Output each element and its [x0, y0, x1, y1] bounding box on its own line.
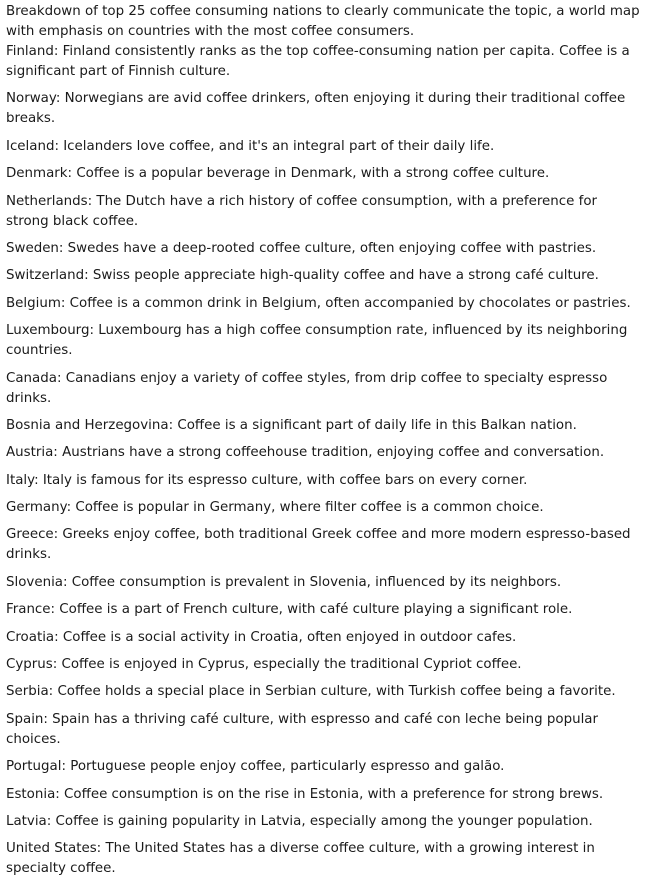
list-item-united-states: United States: The United States has a diverse coffee culture, with a growing interest in specialty coffee. — [6, 841, 595, 877]
list-item-switzerland: Switzerland: Swiss people appreciate high-quality coffee and have a strong café culture. — [6, 268, 599, 284]
list-item-greece: Greece: Greeks enjoy coffee, both traditional Greek coffee and more modern espresso-based drinks. — [6, 527, 631, 563]
list-item-luxembourg: Luxembourg: Luxembourg has a high coffee consumption rate, influenced by its neighboring countries. — [6, 323, 628, 359]
list-item-slovenia: Slovenia: Coffee consumption is prevalent in Slovenia, influenced by its neighbors. — [6, 574, 562, 590]
list-item-portugal: Portugal: Portuguese people enjoy coffee, particularly espresso and galão. — [6, 759, 505, 775]
list-item-italy: Italy: Italy is famous for its espresso culture, with coffee bars on every corner. — [6, 472, 528, 488]
list-item-finland: Finland: Finland consistently ranks as the top coffee-consuming nation per capita. Coffee is a significant part of Finnish culture. — [6, 44, 630, 79]
list-item-canada: Canada: Canadians enjoy a variety of coffee styles, from drip coffee to specialty espresso drinks. — [6, 370, 608, 406]
list-item-iceland: Iceland: Icelanders love coffee, and it's an integral part of their daily life. — [6, 138, 495, 154]
list-item-france: France: Coffee is a part of French culture, with café culture playing a significant role. — [6, 602, 573, 618]
list-item-denmark: Denmark: Coffee is a popular beverage in Denmark, with a strong coffee culture. — [6, 166, 550, 182]
list-item-serbia: Serbia: Coffee holds a special place in Serbian culture, with Turkish coffee being a favorite. — [6, 684, 616, 700]
list-item-netherlands: Netherlands: The Dutch have a rich history of coffee consumption, with a preference for strong black coffee. — [6, 193, 598, 229]
list-item-cyprus: Cyprus: Coffee is enjoyed in Cyprus, especially the traditional Cypriot coffee. — [6, 657, 522, 673]
list-item-sweden: Sweden: Swedes have a deep-rooted coffee culture, often enjoying coffee with pastries. — [6, 240, 597, 256]
list-item-estonia: Estonia: Coffee consumption is on the rise in Estonia, with a preference for strong brews. — [6, 786, 604, 802]
list-item-germany: Germany: Coffee is popular in Germany, where filter coffee is a common choice. — [6, 500, 544, 516]
list-item-belgium: Belgium: Coffee is a common drink in Belgium, often accompanied by chocolates or pastries. — [6, 295, 631, 311]
list-item-spain: Spain: Spain has a thriving café culture, with espresso and café con leche being popular choices. — [6, 711, 599, 747]
list-item-bosnia-and-herzegovina: Bosnia and Herzegovina: Coffee is a significant part of daily life in this Balkan nation. — [6, 417, 577, 433]
intro-paragraph: Breakdown of top 25 coffee consuming nations to clearly communicate the topic, a world map with emphasis on countries with the most coffee consumers. — [6, 4, 640, 39]
list-item-croatia: Croatia: Coffee is a social activity in Croatia, often enjoyed in outdoor cafes. — [6, 629, 517, 645]
list-item-norway: Norway: Norwegians are avid coffee drinkers, often enjoying it during their traditional coffee breaks. — [6, 91, 626, 127]
list-item-latvia: Latvia: Coffee is gaining popularity in Latvia, especially among the younger population. — [6, 813, 593, 829]
list-item-austria: Austria: Austrians have a strong coffeehouse tradition, enjoying coffee and conversation. — [6, 445, 605, 461]
